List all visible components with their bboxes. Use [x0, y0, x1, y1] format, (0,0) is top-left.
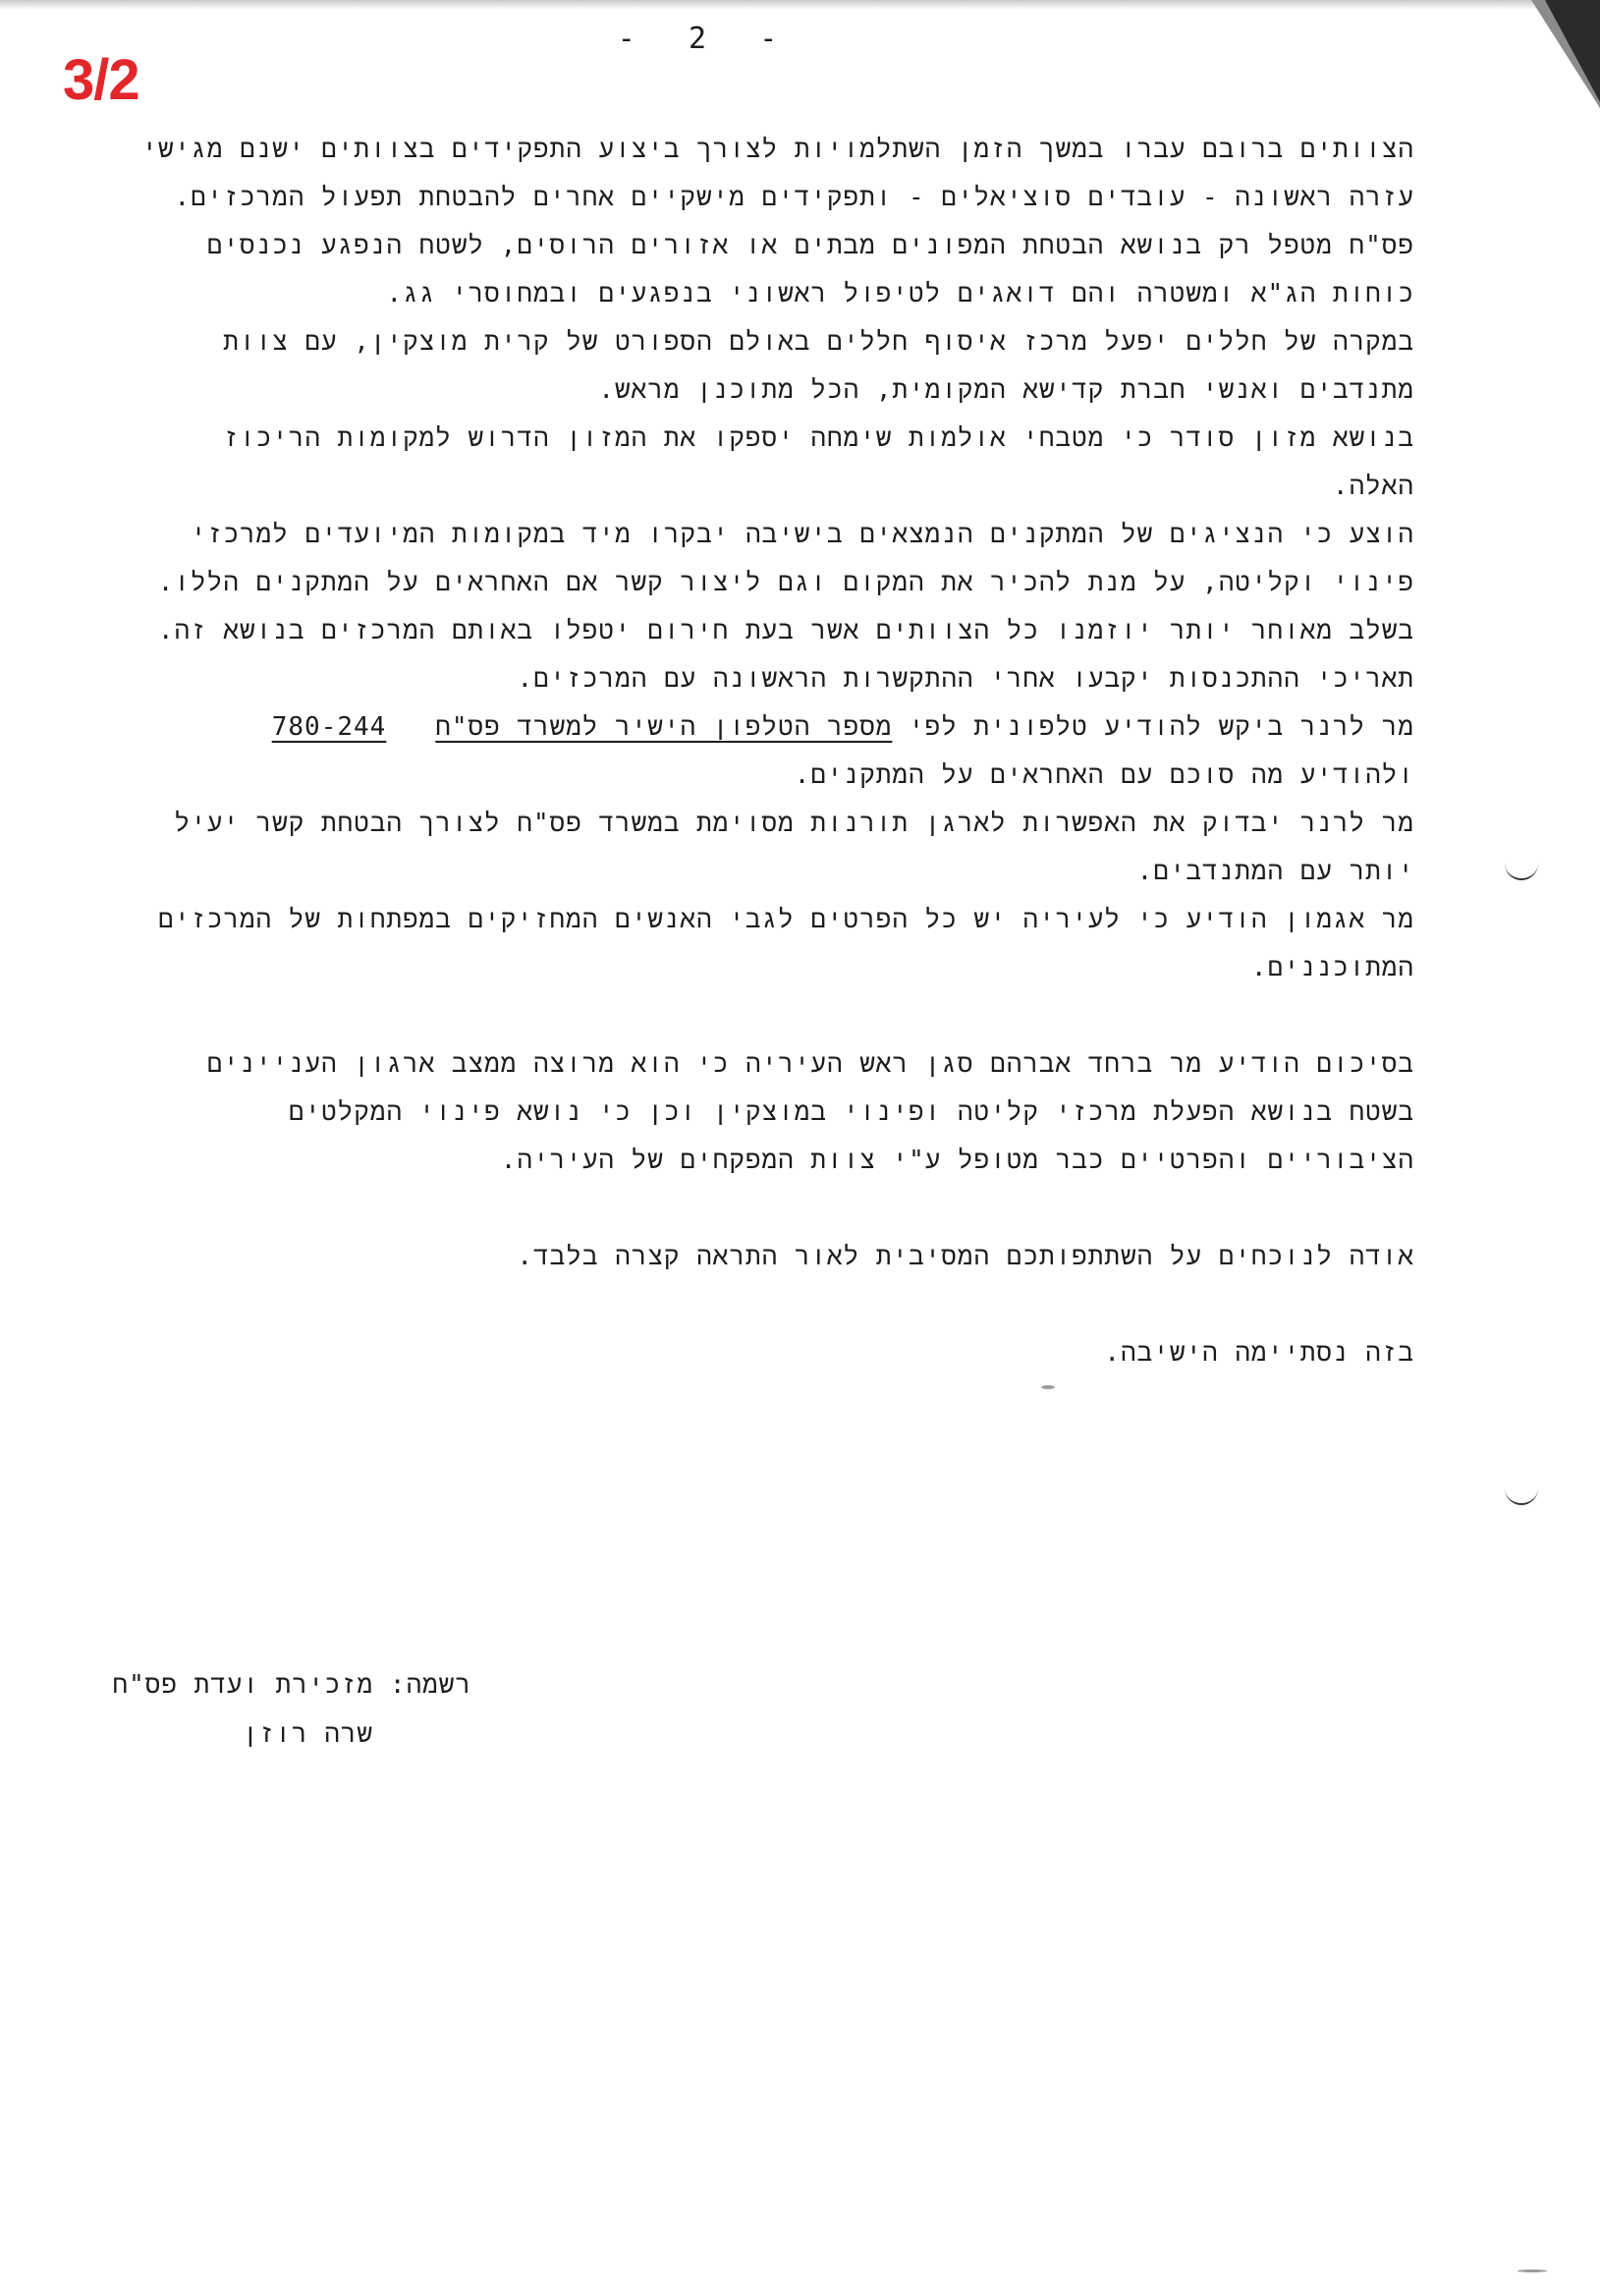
paragraph-thanks: אודה לנוכחים על השתתפותכם המסיבית לאור התראה קצרה בלבד.: [517, 1242, 1414, 1271]
paragraph-summary: בסיכום הודיע מר ברחד אברהם סגן ראש העיריה כי הוא מרוצה ממצב ארגון העניינים בשטח בנושא הפעלת מרכזי קליטה ופינוי במוצקין וכן כי נושא פינוי המקלטים הציבוריים והפרטיים כבר מטופל ע"י צוות המפקחים של העיריה.: [206, 1049, 1414, 1175]
paragraph-casualties: במקרה של חללים יפעל מרכז איסוף חללים באולם הספורט של קרית מוצקין, עם צוות מתנדבים ואנשי חברת קדישא המקומית, הכל מתוכנן מראש.: [223, 327, 1414, 405]
paragraph-keys: מר אגמון הודיע כי לעיריה יש כל הפרטים לגבי האנשים המחזיקים במפתחות של המרכזים המתוכננים.: [157, 905, 1414, 982]
scan-speck: [1041, 1385, 1055, 1389]
paragraph-evacuation: פס"ח מטפל רק בנושא הבטחת המפונים מבתים או אזורים הרוסים, לשטח הנפגע נכנסים כוחות הג"א ומשטרה והם דואגים לטיפול ראשוני בנפגעים ובמחוסרי גג.: [206, 231, 1414, 308]
phone-line-prefix: מר לרנר ביקש להודיע טלפונית לפי: [909, 712, 1414, 742]
folded-corner: [1521, 0, 1600, 108]
scan-speck: [1517, 2269, 1547, 2272]
paragraph-food: בנושא מזון סודר כי מטבחי אולמות שימחה יספקו את המזון הדרוש למקומות הריכוז האלה.: [223, 423, 1414, 501]
punch-hole-mark-upper: [1505, 863, 1538, 880]
punch-hole-mark-lower: [1505, 1487, 1538, 1505]
phone-line-suffix: ולהודיע מה סוכם עם האחראים על המתקנים.: [794, 760, 1414, 790]
phone-number: 780-244: [271, 712, 387, 742]
paragraph-duty-roster: מר לרנר יבדוק את האפשרות לארגן תורנות מסוימת במשרד פס"ח לצורך הבטחת קשר יעיל יותר עם המתנדבים.: [174, 809, 1414, 886]
phone-line-underlined: מספר הטלפון הישיר למשרד פס"ח: [435, 712, 893, 742]
paragraph-closing: בזה נסתיימה הישיבה.: [1104, 1338, 1414, 1368]
document-body: [138, 126, 1414, 1377]
paragraph-phone: [138, 703, 1414, 800]
signature-block: [98, 1660, 471, 1759]
page-top-edge: [0, 0, 1600, 10]
paragraph-teams: הצוותים ברובם עברו במשך הזמן השתלמויות לצורך ביצוע התפקידים בצוותים ישנם מגישי עזרה ראשונה - עובדים סוציאלים - ותפקידים מישקיים אחרים להבטחת תפעול המרכזים.: [141, 135, 1414, 212]
paragraph-later-stage: בשלב מאוחר יותר יוזמנו כל הצוותים אשר בעת חירום יטפלו באותם המרכזים בנושא זה.: [157, 616, 1414, 645]
page-label: 3/2: [63, 48, 139, 112]
paragraph-meeting-dates: תאריכי ההתכנסות יקבעו אחרי ההתקשרות הראשונה עם המרכזים.: [517, 664, 1414, 694]
page-number: - 2 -: [617, 22, 778, 56]
signature-name: שרה רוזן: [243, 1719, 373, 1749]
signature-role: רשמה: מזכירת ועדת פס"ח: [112, 1670, 471, 1700]
paragraph-visits: הוצע כי הנציגים של המתקנים הנמצאים בישיבה יבקרו מיד במקומות המיועדים למרכזי פינוי וקליטה, על מנת להכיר את המקום וגם ליצור קשר אם האחראים על המתקנים הללו.: [157, 520, 1414, 597]
